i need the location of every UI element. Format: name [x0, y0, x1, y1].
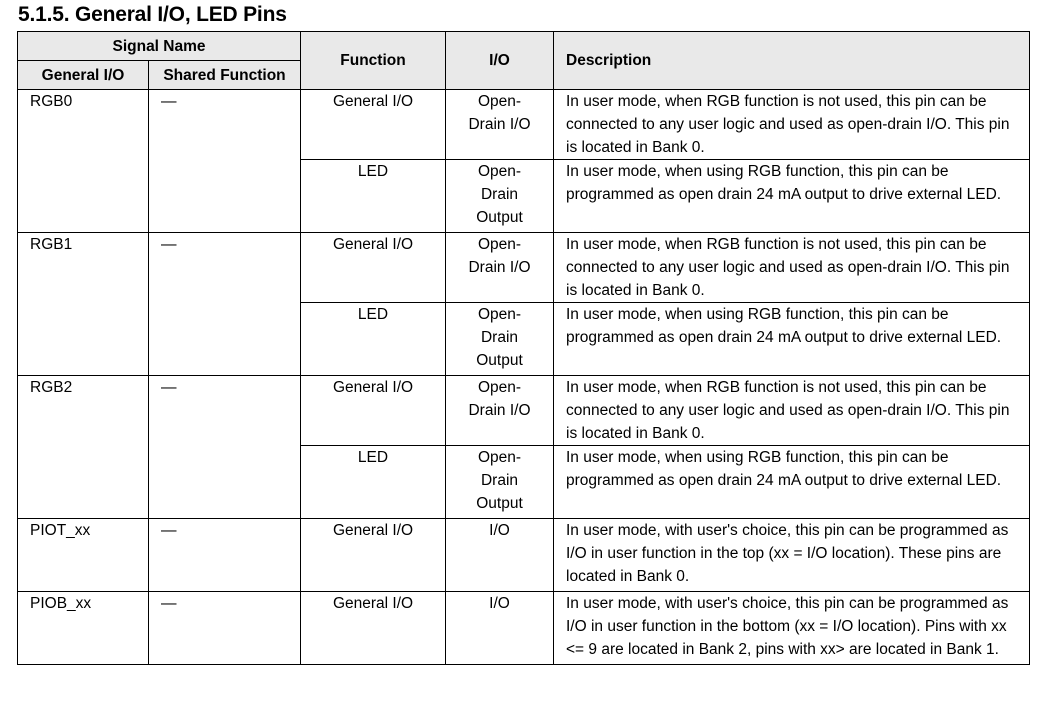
section-title: 5.1.5. General I/O, LED Pins: [18, 3, 287, 26]
cell-function: LED: [301, 303, 446, 376]
cell-io-line: Open-: [477, 236, 522, 253]
cell-shared-function: —: [149, 233, 301, 376]
cell-io-line: Drain: [480, 186, 519, 203]
cell-io-line: Output: [476, 495, 523, 512]
header-shared-function: Shared Function: [149, 61, 301, 90]
cell-io: [446, 160, 554, 233]
header-general-io: General I/O: [18, 61, 149, 90]
cell-io-line: Drain I/O: [468, 116, 531, 133]
cell-io-line: Open-: [477, 449, 522, 466]
cell-general-io: PIOB_xx: [18, 592, 149, 665]
table-row: [18, 90, 1030, 160]
cell-io-line: Output: [476, 209, 523, 226]
cell-description: In user mode, when using RGB function, this pin can be programmed as open drain 24 mA output to drive external LED.: [554, 446, 1030, 519]
cell-description: In user mode, when using RGB function, this pin can be programmed as open drain 24 mA output to drive external LED.: [554, 160, 1030, 233]
cell-general-io: RGB1: [18, 233, 149, 376]
cell-io-line: I/O: [489, 522, 510, 539]
cell-io: [446, 303, 554, 376]
cell-function: LED: [301, 160, 446, 233]
cell-io-line: Open-: [477, 306, 522, 323]
cell-io-line: Drain I/O: [468, 402, 531, 419]
cell-description: In user mode, with user's choice, this pin can be programmed as I/O in user function in the bottom (xx = I/O location). Pins with xx <= 9 are located in Bank 2, pins with xx> are located in Bank 1.: [554, 592, 1030, 665]
table-row: [18, 376, 1030, 446]
cell-shared-function: —: [149, 519, 301, 592]
cell-io: [446, 376, 554, 446]
header-function: Function: [301, 32, 446, 90]
cell-shared-function: —: [149, 592, 301, 665]
cell-io: [446, 519, 554, 592]
cell-io-line: Drain: [480, 329, 519, 346]
cell-io-line: Open-: [477, 379, 522, 396]
cell-function: General I/O: [301, 592, 446, 665]
cell-description: In user mode, when RGB function is not used, this pin can be connected to any user logic and used as open-drain I/O. This pin is located in Bank 0.: [554, 233, 1030, 303]
cell-shared-function: —: [149, 376, 301, 519]
cell-io: [446, 446, 554, 519]
cell-io: [446, 592, 554, 665]
cell-io-line: Output: [476, 352, 523, 369]
table-row: [18, 519, 1030, 592]
header-signal-name: Signal Name: [18, 32, 301, 61]
cell-io: [446, 90, 554, 160]
table-row: [18, 592, 1030, 665]
cell-general-io: RGB0: [18, 90, 149, 233]
cell-description: In user mode, when RGB function is not used, this pin can be connected to any user logic and used as open-drain I/O. This pin is located in Bank 0.: [554, 376, 1030, 446]
table-body: [18, 90, 1030, 665]
cell-general-io: RGB2: [18, 376, 149, 519]
cell-description: In user mode, when using RGB function, this pin can be programmed as open drain 24 mA output to drive external LED.: [554, 303, 1030, 376]
cell-function: General I/O: [301, 233, 446, 303]
cell-io-line: I/O: [489, 595, 510, 612]
cell-io-line: Open-: [477, 93, 522, 110]
cell-io-line: Open-: [477, 163, 522, 180]
header-description: Description: [554, 32, 1030, 90]
cell-general-io: PIOT_xx: [18, 519, 149, 592]
cell-io: [446, 233, 554, 303]
table-row: [18, 233, 1030, 303]
cell-function: General I/O: [301, 90, 446, 160]
cell-io-line: Drain: [480, 472, 519, 489]
cell-description: In user mode, with user's choice, this pin can be programmed as I/O in user function in the top (xx = I/O location). These pins are located in Bank 0.: [554, 519, 1030, 592]
cell-shared-function: —: [149, 90, 301, 233]
cell-description: In user mode, when RGB function is not used, this pin can be connected to any user logic and used as open-drain I/O. This pin is located in Bank 0.: [554, 90, 1030, 160]
header-io: I/O: [446, 32, 554, 90]
cell-io-line: Drain I/O: [468, 259, 531, 276]
cell-function: General I/O: [301, 519, 446, 592]
cell-function: General I/O: [301, 376, 446, 446]
pin-table: [17, 31, 1030, 665]
cell-function: LED: [301, 446, 446, 519]
